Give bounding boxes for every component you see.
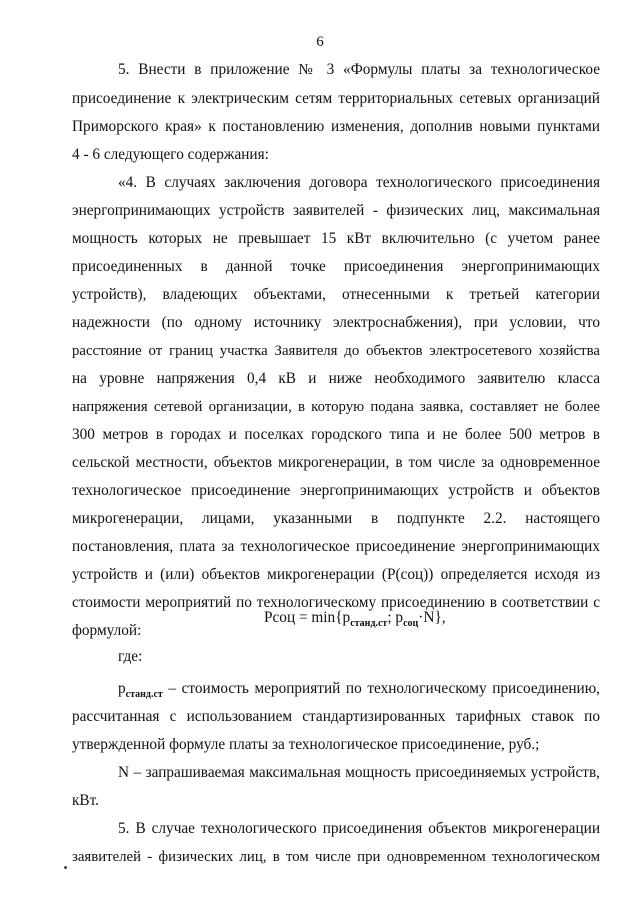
- paragraph-5-line: 5. В случае технологического присоединения объектов микрогенерации: [118, 820, 600, 837]
- formula: [264, 609, 446, 629]
- paragraph-line: технологическое присоединение энергопринимающих устройств и объектов: [72, 482, 600, 499]
- definition-1-line: утвержденной формуле платы за технологическое присоединение, руб.;: [72, 736, 540, 753]
- paragraph-line: заявителей - физических лиц, в том числе при одновременном технологическом: [72, 849, 600, 865]
- formula-rhs: ·N},: [418, 609, 446, 626]
- paragraph-line: 300 метров в городах и поселках городского типа и не более 500 метров в: [72, 426, 600, 443]
- paragraph-4-line: «4. В случаях заключения договора технологического присоединения: [118, 174, 600, 191]
- page-number: 6: [316, 34, 324, 50]
- definition-1-sub: станд.ст: [125, 689, 163, 701]
- paragraph-line: на уровне напряжения 0,4 кВ и ниже необходимого заявителю класса: [72, 370, 600, 387]
- formula-mid: ; р: [387, 609, 404, 626]
- paragraph-line: устройств), владеющих объектами, отнесенными к третьей категории: [72, 286, 600, 303]
- definition-2-line: N – запрашиваемая максимальная мощность присоединяемых устройств,: [118, 764, 600, 781]
- paragraph-line: надежности (по одному источнику электроснабжения), при условии, что: [72, 314, 600, 331]
- paragraph-line: расстояние от границ участка Заявителя до объектов электросетевого хозяйства: [72, 343, 600, 359]
- definition-2-line: кВт.: [72, 792, 99, 809]
- definition-1-symbol: р: [118, 680, 126, 697]
- paragraph-line: 4 - 6 следующего содержания:: [72, 146, 269, 163]
- formula-lhs: Рсоц = min{р: [264, 609, 351, 626]
- paragraph-line: Приморского края» к постановлению изменения, дополнив новыми пунктами: [72, 118, 600, 135]
- paragraph-line: формулой:: [72, 622, 142, 639]
- paragraph-line: присоединение к электрическим сетям территориальных сетевых организаций: [72, 90, 600, 107]
- paragraph-line: стоимости мероприятий по технологическому присоединению в соответствии с: [72, 594, 600, 611]
- paragraph-line: микрогенерации, лицами, указанными в подпункте 2.2. настоящего: [72, 510, 600, 527]
- paragraph-line: устройств и (или) объектов микрогенерации (Р(соц)) определяется исходя из: [72, 566, 600, 583]
- formula-sub-2: соц: [403, 618, 419, 630]
- paragraph-line: энергопринимающих устройств заявителей - физических лиц, максимальная: [72, 202, 600, 219]
- definition-1-line: [118, 679, 600, 705]
- definition-1-line: рассчитанная с использованием стандартизированных тарифных ставок по: [72, 708, 600, 725]
- scan-speck: [64, 866, 67, 869]
- paragraph-5-line: 5. Внести в приложение № 3 «Формулы платы за технологическое: [118, 61, 600, 78]
- paragraph-line: напряжения сетевой организации, в которую подана заявка, составляет не более: [72, 399, 600, 415]
- paragraph-line: постановления, плата за технологическое присоединение энергопринимающих: [72, 538, 600, 555]
- paragraph-line: сельской местности, объектов микрогенерации, в том числе за одновременное: [72, 454, 600, 471]
- paragraph-line: мощность которых не превышает 15 кВт включительно (с учетом ранее: [72, 230, 600, 247]
- where-label: где:: [118, 648, 143, 665]
- paragraph-line: присоединенных в данной точке присоединения энергопринимающих: [72, 258, 600, 275]
- definition-1-text: – стоимость мероприятий по технологическому присоединению,: [162, 680, 600, 697]
- formula-sub-1: станд.ст: [350, 618, 388, 630]
